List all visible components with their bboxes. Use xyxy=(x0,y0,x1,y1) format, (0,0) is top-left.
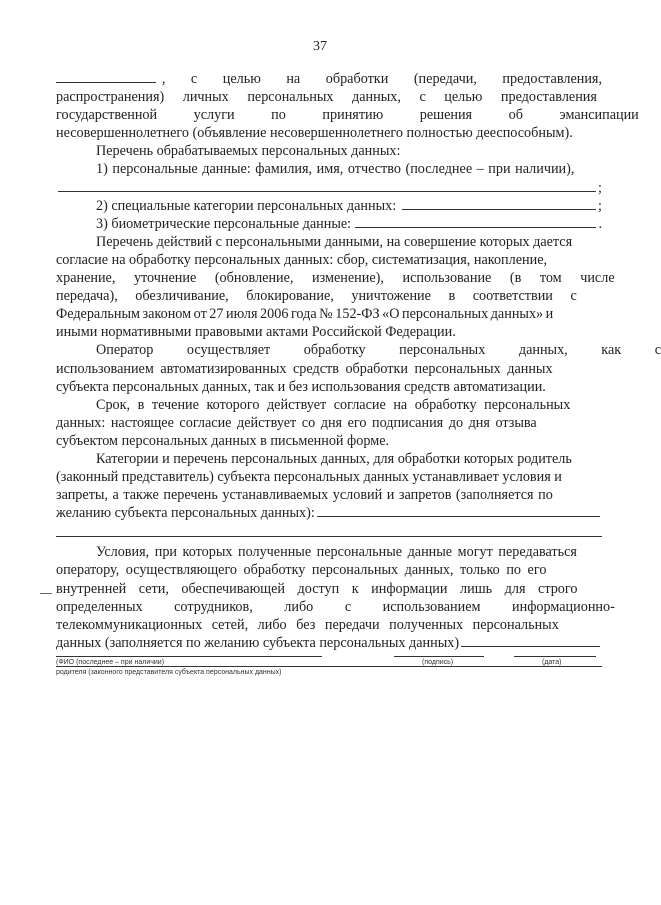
operator-line-2: использованием автоматизированных средств обработки персональных данных xyxy=(56,360,553,377)
conditions-blank[interactable] xyxy=(461,634,600,647)
fio-signature-line[interactable] xyxy=(56,656,322,657)
fio-label: (ФИО (последнее – при наличии) xyxy=(56,659,165,666)
pd-list-item-1-fill: ; xyxy=(56,179,602,197)
term-line-3: субъектом персональных данных в письменной форме. xyxy=(56,432,390,449)
scan-mark xyxy=(40,593,52,594)
date-label: (дата) xyxy=(542,659,562,666)
conditions-line-6: данных (заполняется по желанию субъекта персональных данных) xyxy=(56,634,602,652)
page-number: 37 xyxy=(313,39,327,54)
date-line[interactable] xyxy=(514,656,596,657)
pd-list-item-2: 2) специальные категории персональных данных: ; xyxy=(96,197,602,214)
purpose-line-3: государственной услуги по принятию решения об эмансипации xyxy=(56,107,639,124)
purpose-line-1 xyxy=(56,70,602,88)
pd-item-1-blank[interactable] xyxy=(58,179,596,192)
categories-line-2: (законный представитель) субъекта персональных данных устанавливает условия и xyxy=(56,469,562,486)
categories-blank-line-2[interactable] xyxy=(56,522,602,537)
categories-line-3: запреты, а также перечень устанавливаемых условий и запретов (заполняется по xyxy=(56,487,553,504)
document-body xyxy=(56,70,661,667)
pd-item-2-blank[interactable] xyxy=(402,197,596,210)
pd-list-heading: Перечень обрабатываемых персональных данных: xyxy=(96,143,401,160)
conditions-line-4: определенных сотрудников, либо с использованием информационно- xyxy=(56,598,615,615)
actions-line-2: согласие на обработку персональных данных: сбор, систематизация, накопление, xyxy=(56,251,548,268)
pd-list-item-3: 3) биометрические персональные данные: . xyxy=(96,215,602,232)
purpose-line-2: распространения) личных персональных данных, с целью предоставления xyxy=(56,89,597,106)
sign-label: (подпись) xyxy=(422,659,454,666)
conditions-line-1: Условия, при которых полученные персональные данные могут передаваться xyxy=(96,544,577,561)
actions-line-5: Федеральным законом от 27 июля 2006 года № 152-ФЗ «О персональных данных» и xyxy=(56,306,554,323)
term-line-2: данных: настоящее согласие действует со дня его подписания до дня отзыва xyxy=(56,414,537,431)
fio-label-2: родителя (законного представителя субъекта персональных данных) xyxy=(56,669,282,676)
conditions-line-5: телекоммуникационных сетей, либо без передачи полученных персональных xyxy=(56,616,559,633)
conditions-line-3: внутренней сети, обеспечивающей доступ к информации лишь для строго xyxy=(56,580,578,597)
purpose-line-4: несовершеннолетнего (объявление несовершеннолетнего полностью дееспособным). xyxy=(56,125,573,142)
categories-line-1: Категории и перечень персональных данных, для обработки которых родитель xyxy=(96,450,572,467)
conditions-line-2: оператору, осуществляющего обработку персональных данных, только по его xyxy=(56,562,547,579)
subject-blank[interactable] xyxy=(56,70,156,83)
operator-line-3: субъекта персональных данных, так и без использования средств автоматизации. xyxy=(56,378,546,395)
actions-line-4: передача), обезличивание, блокирование, уничтожение в соответствии с xyxy=(56,288,577,305)
actions-line-6: иными нормативными правовыми актами Российской Федерации. xyxy=(56,324,456,341)
pd-item-3-blank[interactable] xyxy=(355,215,596,228)
operator-line-1: Оператор осуществляет обработку персональных данных, как с xyxy=(96,342,661,359)
categories-blank[interactable] xyxy=(317,504,600,517)
categories-line-4: желанию субъекта персональных данных): xyxy=(56,504,602,522)
actions-line-3: хранение, уточнение (обновление, изменение), использование (в том числе xyxy=(56,270,615,287)
pd-list-item-1: 1) персональные данные: фамилия, имя, отчество (последнее – при наличии), xyxy=(96,161,575,178)
purpose-text-1: , с целью на обработки (передачи, предоставления, xyxy=(161,71,602,87)
sign-line[interactable] xyxy=(394,656,484,657)
actions-line-1: Перечень действий с персональными данными, на совершение которых дается xyxy=(96,233,573,250)
term-line-1: Срок, в течение которого действует согласие на обработку персональных xyxy=(96,396,571,413)
